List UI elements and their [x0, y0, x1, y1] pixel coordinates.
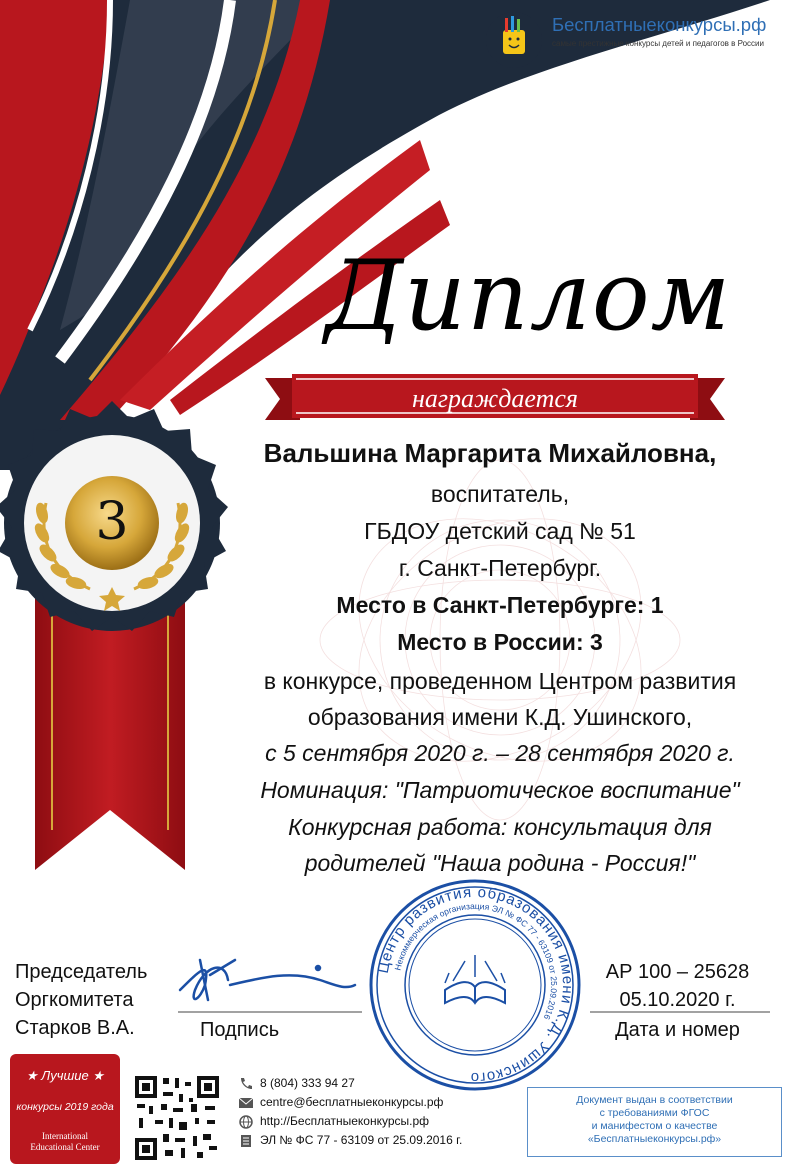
signature-label: Подпись	[200, 1019, 280, 1041]
document-date: 05.10.2020 г.	[619, 989, 736, 1011]
awarded-banner-text: награждается	[412, 384, 578, 413]
contest-dates: с 5 сентября 2020 г. – 28 сентября 2020 г.	[265, 740, 735, 766]
fgos-note	[527, 1087, 782, 1157]
recipient-organization: ГБДОУ детский сад № 51	[364, 518, 636, 544]
document-label: Дата и номер	[615, 1019, 740, 1041]
recipient-city: г. Санкт-Петербург.	[398, 555, 602, 581]
contact-site[interactable]	[238, 1112, 462, 1131]
contact-phone	[238, 1074, 462, 1093]
badge-line-1: ★ Лучшие ★	[26, 1068, 104, 1083]
recipient-name: Вальшина Маргарита Михайловна,	[263, 438, 717, 468]
contest-line-2: образования имени К.Д. Ушинского,	[307, 704, 693, 730]
phone-icon	[238, 1077, 254, 1091]
nomination: Номинация: "Патриотическое воспитание"	[260, 777, 740, 803]
place-country: Место в России: 3	[397, 629, 603, 655]
brand-tagline: самые престижные конкурсы детей и педагогов в России	[552, 39, 764, 48]
license-text: ЭЛ № ФС 77 - 63109 от 25.09.2016 г.	[260, 1133, 463, 1147]
brand-logo-icon	[486, 12, 542, 68]
seal-stamp	[371, 881, 579, 1089]
badge-line-4: Educational Center	[30, 1142, 100, 1152]
qr-code	[133, 1074, 221, 1162]
seal-inner-text: Некоммерческая организация ЭЛ № ФС 77 - 63109 от 25.09.2016	[392, 900, 560, 1022]
place-city: Место в Санкт-Петербурге: 1	[336, 592, 664, 618]
document-icon	[238, 1134, 254, 1148]
chairman-role-1: Председатель	[15, 961, 148, 983]
fgos-line-1: Документ выдан в соответствии	[576, 1094, 733, 1106]
document-number: АР 100 – 25628	[605, 961, 750, 983]
badge-line-2: конкурсы 2019 года	[16, 1101, 114, 1113]
phone-text: 8 (804) 333 94 27	[260, 1076, 355, 1090]
fgos-line-3: и манифестом о качестве	[591, 1120, 718, 1132]
envelope-icon	[238, 1096, 254, 1110]
fgos-line-2: с требованиями ФГОС	[599, 1107, 710, 1119]
work-line-1: Конкурсная работа: консультация для	[288, 814, 712, 840]
work-line-2: родителей "Наша родина - Россия!"	[304, 850, 696, 876]
contact-email[interactable]	[238, 1093, 462, 1112]
badge-org	[10, 1131, 120, 1153]
svg-text:Центр развития образования име	[375, 884, 576, 1086]
medal-place: 3	[95, 492, 129, 552]
document-number-block	[590, 958, 765, 1014]
diploma-title: Диплом	[325, 240, 732, 352]
contacts	[238, 1074, 462, 1150]
recipient-position: воспитатель,	[430, 481, 570, 507]
chairman-role-2: Оргкомитета	[15, 989, 134, 1011]
globe-icon	[238, 1115, 254, 1129]
chairman-block	[15, 958, 147, 1042]
chairman-name: Старков В.А.	[15, 1017, 135, 1039]
badge-line-3: International	[42, 1131, 88, 1141]
contest-line-1: в конкурсе, проведенном Центром развития	[263, 668, 737, 694]
email-text[interactable]: centre@бесплатныеконкурсы.рф	[260, 1095, 444, 1109]
site-text[interactable]: http://Бесплатныеконкурсы.рф	[260, 1114, 430, 1128]
brand-name: Бесплатныеконкурсы.рф	[552, 14, 767, 35]
fgos-line-4: «Бесплатныеконкурсы.рф»	[587, 1133, 722, 1145]
seal-outer-text: Центр развития образования имени К.Д. Ушинского	[374, 883, 577, 1087]
contact-license	[238, 1131, 462, 1150]
